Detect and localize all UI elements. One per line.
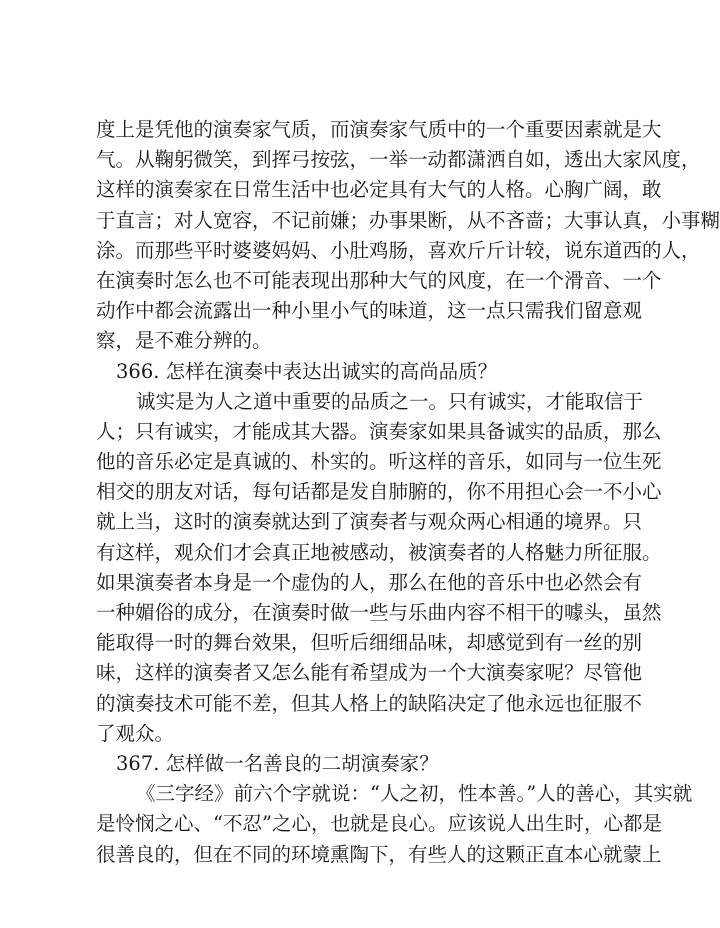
paragraph-line: 涂。而那些平时婆婆妈妈、小肚鸡肠，喜欢斤斤计较，说东道西的人， xyxy=(96,238,701,262)
section-heading-367: 367. 怎样做一名善良的二胡演奏家？ xyxy=(116,751,439,775)
paragraph-line: 在演奏时怎么也不可能表现出那种大气的风度，在一个滑音、一个 xyxy=(96,268,662,292)
paragraph-line: 诚实是为人之道中重要的品质之一。只有诚实，才能取信于 xyxy=(136,389,644,413)
paragraph-line: 他的音乐必定是真诚的、朴实的。听这样的音乐，如同与一位生死 xyxy=(96,450,662,474)
paragraph-line: 动作中都会流露出一种小里小气的味道，这一点只需我们留意观 xyxy=(96,299,643,323)
paragraph-line: 人；只有诚实，才能成其大器。演奏家如果具备诚实的品质，那么 xyxy=(96,419,662,443)
paragraph-line: 察，是不难分辨的。 xyxy=(96,329,272,353)
paragraph-line: 相交的朋友对话，每句话都是发自肺腑的，你不用担心会一不小心 xyxy=(96,480,662,504)
paragraph-line: 的演奏技术可能不差，但其人格上的缺陷决定了他永远也征服不 xyxy=(96,691,643,715)
paragraph-line: 了观众。 xyxy=(96,721,175,745)
paragraph-line: 味，这样的演奏者又怎么能有希望成为一个大演奏家呢？尽管他 xyxy=(96,661,643,685)
paragraph-line: 于直言；对人宽容，不记前嫌；办事果断，从不吝啬；大事认真，小事糊 xyxy=(96,208,720,232)
paragraph-line: 如果演奏者本身是一个虚伪的人，那么在他的音乐中也必然会有 xyxy=(96,570,643,594)
paragraph-line: 《三字经》前六个字就说：“人之初，性本善。”人的善心，其实就 xyxy=(136,782,693,806)
paragraph-line: 一种媚俗的成分，在演奏时做一些与乐曲内容不相干的噱头，虽然 xyxy=(96,601,662,624)
paragraph-line: 很善良的，但在不同的环境熏陶下，有些人的这颗正直本心就蒙上 xyxy=(96,842,662,866)
paragraph-line: 能取得一时的舞台效果，但听后细细品味，却感觉到有一丝的别 xyxy=(96,631,643,655)
book-page xyxy=(96,115,720,870)
paragraph-line: 是怜悯之心、“不忍”之心，也就是良心。应该说人出生时，心都是 xyxy=(96,812,662,836)
paragraph-line: 这样的演奏家在日常生活中也必定具有大气的人格。心胸广阔，敢 xyxy=(96,178,662,202)
paragraph-line: 度上是凭他的演奏家气质，而演奏家气质中的一个重要因素就是大 xyxy=(96,118,662,141)
paragraph-line: 气。从鞠躬微笑，到挥弓按弦，一举一动都潇洒自如，透出大家风度， xyxy=(96,148,701,172)
paragraph-line: 有这样，观众们才会真正地被感动，被演奏者的人格魅力所征服。 xyxy=(96,540,662,564)
paragraph-line: 就上当，这时的演奏就达到了演奏者与观众两心相通的境界。只 xyxy=(96,510,643,534)
section-heading-366: 366. 怎样在演奏中表达出诚实的高尚品质？ xyxy=(116,359,498,383)
